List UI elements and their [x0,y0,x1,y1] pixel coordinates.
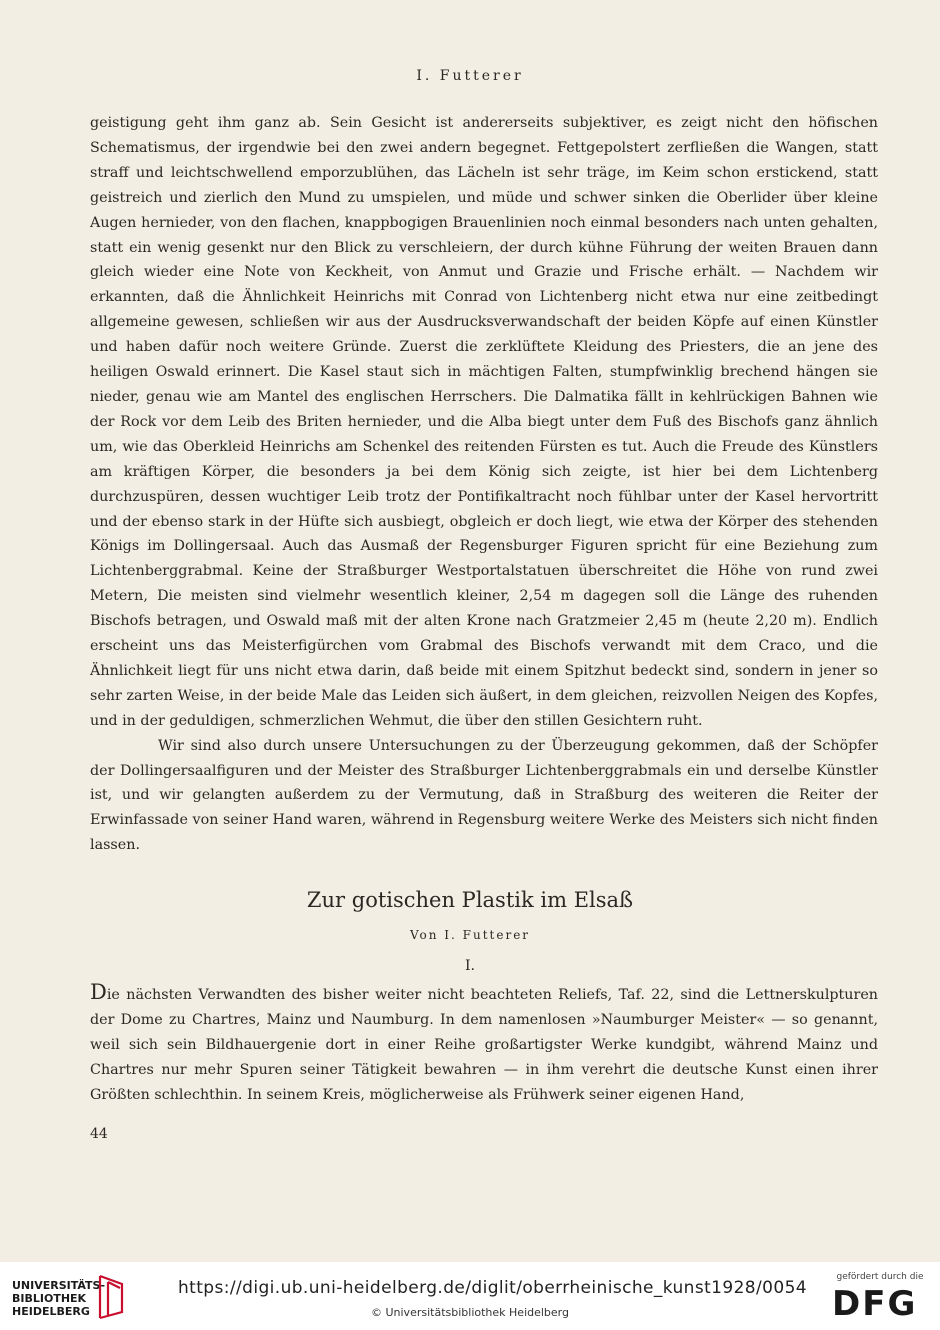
footer-bar [0,1262,940,1330]
library-name-line: HEIDELBERG [12,1305,90,1318]
library-name-line: UNIVERSITÄTS- [12,1279,106,1292]
paragraph: geistigung geht ihm ganz ab. Sein Gesicht ist andererseits subjektiver, es zeigt nicht den höfischen Schematismus, der irgendwie bei den zwei andern begegnet. Fettgepolstert zerfließen die Wangen, statt straff und leichtschwellend emporzublühen, das Lächeln ist sehr träge, im Keim schon erstickend, statt geistreich und zierlich den Mund zu umspielen, und müde und schwer sinken die Oberlider über kleine Augen hernieder, von den flachen, knappbogigen Brauenlinien noch einmal besonders nach unten gehalten, statt ein wenig gesenkt nur den Blick zu verschleiern, der durch kühne Führung der weiten Brauen dann gleich wieder eine Note von Keckheit, von Anmut und Grazie und Frische erhält. — Nachdem wir erkannten, daß die Ähnlichkeit Heinrichs mit Conrad von Lichtenberg nicht etwa nur eine zeitbedingt allgemeine gewesen, schließen wir aus der Ausdrucksverwandschaft der beiden Köpfe auf einen Künstler und haben dafür noch weitere Gründe. Zuerst die zerklüftete Kleidung des Priesters, die an jene des heiligen Oswald erinnert. Die Kasel staut sich in mächtigen Falten, stumpfwinklig brechend hängen sie nieder, genau wie am Mantel des englischen Herrschers. Die Dalmatika fällt in kehlrückigen Bahnen wie der Rock vor dem Leib des Briten hernieder, und die Alba biegt unter dem Fuß des Bischofs ganz ähnlich um, wie das Oberkleid Heinrichs am Schenkel des reitenden Fürsten es tut. Auch die Freude des Künstlers am kräftigen Körper, die besonders ja bei dem König sich zeigte, ist hier bei dem Lichtenberg durchzuspüren, dessen wuchtiger Leib trotz der Pontifikaltracht noch fühlbar unter der Kasel hervortritt und der ebenso stark in der Hüfte sich ausbiegt, obgleich er doch liegt, wie etwa der Körper des stehenden Königs im Dollingersaal. Auch das Ausmaß der Regensburger Figuren spricht für eine Beziehung zum Lichtenberggrabmal. Keine der Straßburger Westportalstatuen überschreitet die Höhe von rund zwei Metern, Die meisten sind vielmehr wesentlich kleiner, 2,54 m dagegen soll die Länge des ruhenden Bischofs betragen, und Oswald maß mit der alten Krone nach Gratzmeier 2,45 m (heute 2,20 m). Endlich erscheint uns das Meisterfigürchen vom Grabmal des Bischofs verwandt mit dem Craco, und die Ähnlichkeit liegt für uns nicht etwa darin, daß beide mit einem Spitzhut bedeckt sind, sondern in jener so sehr zarten Weise, in der beide Male das Leiden sich äußert, in dem gleichen, reizvollen Neigen des Kopfes, und in der geduldigen, schmerzlichen Wehmut, die über den stillen Gesichtern ruht. [90,115,878,729]
drop-cap: D [90,980,107,1004]
library-name-line: BIBLIOTHEK [12,1292,87,1305]
page-number: 44 [90,1126,108,1142]
section-title: Zur gotischen Plastik im Elsaß [306,888,634,912]
paragraph: Wir sind also durch unsere Untersuchungen zu der Überzeugung gekommen, daß der Schöpfer der Dollingersaalfiguren und der Meister des Straßburger Lichtenberggrabmals ein und derselbe Künstler ist, und wir gelangten außerdem zu der Vermutung, daß in Straßburg des weiteren die Reiter der Erwinfassade von seiner Hand waren, während in Regensburg weitere Werke des Meisters sich nicht finden lassen. [90,737,878,854]
paragraph [90,982,878,1108]
funded-by-label: gefördert durch die [836,1272,924,1282]
dfg-logo[interactable]: DFG [832,1284,918,1324]
copyright-notice: © Universitätsbibliothek Heidelberg [370,1306,569,1319]
byline: Von I. Futterer [409,928,531,942]
body-text-block [90,982,878,1108]
permalink-url[interactable]: https://digi.ub.uni-heidelberg.de/diglit/oberrheinische_kunst1928/0054 [178,1278,808,1298]
body-text-block [90,111,878,858]
paragraph-text: ie nächsten Verwandten des bisher weiter nicht beachteten Reliefs, Taf. 22, sind die Lettnerskulpturen der Dome zu Chartres, Mainz und Naumburg. In dem namenlosen »Naumburger Meister« — so genannt, weil sich sein Bildhauergenie dort in einer Reihe großartigster Werke kundgibt, während Mainz und Chartres nur mehr Spuren seiner Tätigkeit bewahren — in ihm verehrt die deutsche Kunst einen ihrer Größten schlechthin. In seinem Kreis, möglicherweise als Frühwerk seiner eigenen Hand, [90,987,878,1103]
running-head: I. Futterer [416,68,524,84]
part-number: I. [465,958,475,974]
